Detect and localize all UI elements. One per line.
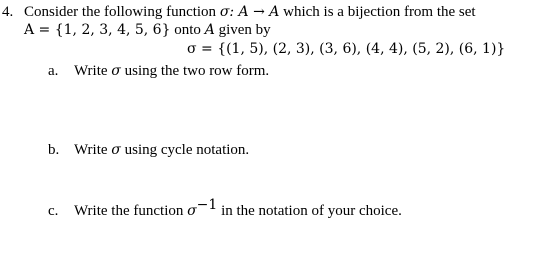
- statement-text: onto: [170, 22, 205, 38]
- part-b: [48, 141, 249, 159]
- sigma-symbol: σ: [111, 63, 121, 79]
- sigma-symbol: σ: [111, 142, 121, 158]
- statement-text: Consider the following function: [24, 4, 220, 20]
- part-text: in the notation of your choice.: [217, 203, 402, 219]
- question-number: 4.: [2, 4, 14, 20]
- set-symbol: A: [204, 22, 215, 38]
- part-label: a.: [48, 63, 59, 79]
- part-label: c.: [48, 203, 59, 219]
- question-statement-line-1: [24, 3, 476, 21]
- question-statement-line-2: [24, 21, 271, 39]
- part-text: Write the function: [74, 203, 188, 219]
- part-text: Write: [74, 142, 112, 158]
- part-text: Write: [74, 63, 112, 79]
- inverse-exponent: −1: [196, 197, 218, 213]
- part-a: [48, 62, 269, 80]
- function-signature: σ: A → A: [219, 4, 280, 20]
- sigma-symbol: σ: [187, 203, 197, 219]
- part-text: using cycle notation.: [120, 142, 250, 158]
- statement-text: which is a bijection from the set: [279, 4, 476, 20]
- part-text: using the two row form.: [120, 63, 270, 79]
- set-definition: A = {1, 2, 3, 4, 5, 6}: [24, 22, 171, 38]
- statement-text: given by: [214, 22, 271, 38]
- function-definition: σ = {(1, 5), (2, 3), (3, 6), (4, 4), (5, 2), (6, 1)}: [187, 41, 506, 57]
- part-c: [48, 197, 402, 220]
- part-label: b.: [48, 142, 60, 158]
